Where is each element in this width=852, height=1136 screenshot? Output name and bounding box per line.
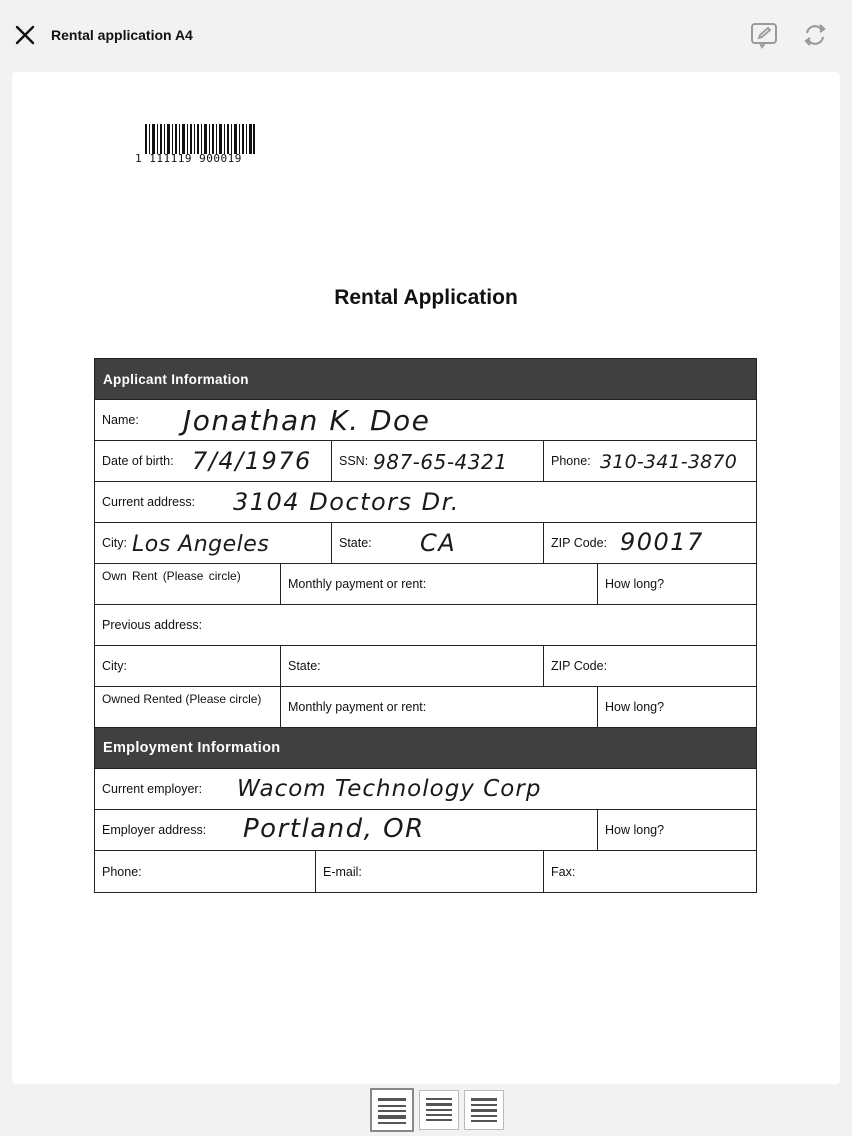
page-thumbnail-2[interactable] <box>419 1090 459 1130</box>
employer-fax-label: Fax: <box>551 864 576 879</box>
own-rent-row <box>95 564 756 605</box>
state-field[interactable] <box>332 523 544 563</box>
page-thumbnail-3[interactable] <box>464 1090 504 1130</box>
ssn-label: SSN: <box>339 454 369 468</box>
employer-how-long-label: How long? <box>605 823 665 837</box>
dob-field[interactable] <box>95 441 332 481</box>
current-address-value: 3104 Doctors Dr. <box>233 488 460 516</box>
rotate-icon[interactable] <box>800 20 830 50</box>
ssn-value: 987-65-4321 <box>373 450 508 474</box>
applicant-section-header <box>95 359 756 400</box>
monthly-payment-field[interactable] <box>281 564 598 604</box>
current-address-row <box>95 482 756 523</box>
current-employer-label: Current employer: <box>102 782 203 796</box>
employer-address-field[interactable] <box>95 810 598 850</box>
sign-edit-icon[interactable] <box>749 20 779 50</box>
current-address-field[interactable] <box>95 482 756 522</box>
document-page[interactable] <box>12 72 840 1084</box>
name-row <box>95 400 756 441</box>
previous-state-label: State: <box>288 659 321 673</box>
previous-how-long-field[interactable] <box>598 687 756 727</box>
employer-email-field[interactable] <box>316 851 544 892</box>
previous-zip-label: ZIP Code: <box>551 659 608 673</box>
employer-address-value: Portland, OR <box>243 814 425 844</box>
phone-value: 310-341-3870 <box>600 451 737 473</box>
previous-zip-field[interactable] <box>544 646 756 686</box>
employer-address-row <box>95 810 756 851</box>
city-state-zip-row <box>95 523 756 564</box>
zip-label: ZIP Code: <box>551 536 608 550</box>
city-label: City: <box>102 536 127 550</box>
name-value: Jonathan K. Doe <box>183 404 431 437</box>
current-address-label: Current address: <box>102 495 196 509</box>
previous-city-label: City: <box>102 659 127 673</box>
previous-how-long-label: How long? <box>605 700 665 714</box>
previous-address-row <box>95 605 756 646</box>
name-field[interactable] <box>95 400 756 440</box>
ssn-field[interactable] <box>332 441 544 481</box>
owned-rented-row <box>95 687 756 728</box>
zip-value: 90017 <box>620 528 704 556</box>
previous-monthly-payment-field[interactable] <box>281 687 598 727</box>
state-label: State: <box>339 536 372 550</box>
own-rent-label: Own Rent (Please circle) <box>102 569 241 583</box>
owned-rented-field[interactable] <box>95 687 281 727</box>
zip-field[interactable] <box>544 523 756 563</box>
how-long-label: How long? <box>605 577 665 591</box>
employment-section-header <box>95 728 756 769</box>
barcode-bars <box>145 124 255 154</box>
document-title: Rental application A4 <box>51 27 193 43</box>
previous-state-field[interactable] <box>281 646 544 686</box>
state-value: CA <box>420 529 457 557</box>
form-title: Rental Application <box>334 286 518 309</box>
rental-form <box>94 358 757 893</box>
dob-ssn-phone-row <box>95 441 756 482</box>
employer-fax-field[interactable] <box>544 851 756 892</box>
employer-how-long-field[interactable] <box>598 810 756 850</box>
page-thumbnails <box>370 1090 504 1132</box>
employment-section-label: Employment Information <box>103 740 281 756</box>
close-icon[interactable] <box>12 22 38 48</box>
dob-label: Date of birth: <box>102 454 174 468</box>
employer-phone-field[interactable] <box>95 851 316 892</box>
own-rent-field[interactable] <box>95 564 281 604</box>
employer-phone-label: Phone: <box>102 864 142 879</box>
previous-address-field[interactable] <box>95 605 756 645</box>
phone-label: Phone: <box>551 454 591 468</box>
previous-city-field[interactable] <box>95 646 281 686</box>
employer-address-label: Employer address: <box>102 823 207 837</box>
applicant-section-label: Applicant Information <box>103 372 249 387</box>
employer-email-label: E-mail: <box>323 864 362 879</box>
current-employer-value: Wacom Technology Corp <box>237 776 542 802</box>
city-field[interactable] <box>95 523 332 563</box>
barcode-digits: 1 111119 900019 <box>135 152 242 165</box>
previous-city-state-zip-row <box>95 646 756 687</box>
phone-field[interactable] <box>544 441 756 481</box>
employer-contact-row <box>95 851 756 892</box>
how-long-field[interactable] <box>598 564 756 604</box>
monthly-payment-label: Monthly payment or rent: <box>288 577 427 591</box>
dob-value: 7/4/1976 <box>192 447 312 475</box>
top-bar <box>0 0 852 70</box>
previous-address-label: Previous address: <box>102 618 203 632</box>
current-employer-field[interactable] <box>95 769 756 809</box>
owned-rented-label: Owned Rented (Please circle) <box>102 692 262 706</box>
current-employer-row <box>95 769 756 810</box>
previous-monthly-payment-label: Monthly payment or rent: <box>288 700 427 714</box>
page-thumbnail-1[interactable] <box>370 1088 414 1132</box>
city-value: Los Angeles <box>132 532 270 557</box>
barcode <box>135 124 255 164</box>
name-label: Name: <box>102 413 139 427</box>
